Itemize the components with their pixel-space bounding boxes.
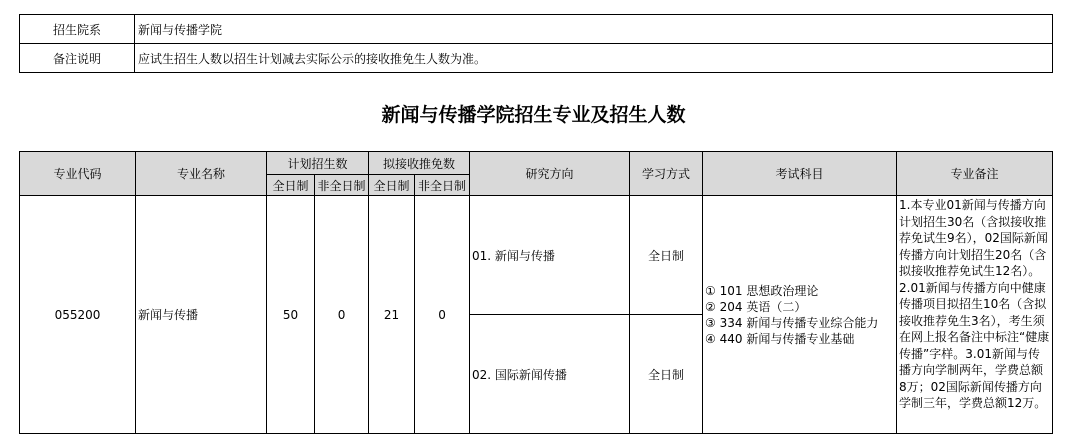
- header-plan-part: 非全日制: [315, 175, 369, 196]
- cell-exam-subjects: [703, 196, 897, 434]
- dept-value: 新闻与传播学院: [135, 15, 1053, 44]
- remark-label: 备注说明: [20, 44, 135, 73]
- info-row-remark: [20, 44, 1053, 73]
- info-row-dept: [20, 15, 1053, 44]
- header-direction: 研究方向: [470, 152, 630, 196]
- header-mode: 学习方式: [630, 152, 703, 196]
- cell-code: 055200: [20, 196, 136, 434]
- header-exam: 考试科目: [703, 152, 897, 196]
- cell-plan-part: 0: [315, 196, 369, 434]
- remark-value: 应试生招生人数以招生计划减去实际公示的接收推免生人数为准。: [135, 44, 1053, 73]
- dept-label: 招生院系: [20, 15, 135, 44]
- header-note: 专业备注: [897, 152, 1053, 196]
- subject-1: ① 101 思想政治理论: [705, 283, 819, 298]
- cell-mode-2: 全日制: [630, 315, 703, 434]
- cell-direction-2: 02. 国际新闻传播: [470, 315, 630, 434]
- cell-note: 1.本专业01新闻与传播方向计划招生30名（含拟接收推荐免试生9名），02国际新闻传播方向计划招生20名（含拟接收推荐免试生12名）。2.01新闻与传播方向中健康传播项目拟招生10名（含拟接收推荐免生3名），考生须在网上报名备注中标注“健康传播”字样。3.01新闻与传播方向学制两年，学费总额8万；02国际新闻传播方向学制三年，学费总额12万。: [897, 196, 1053, 434]
- header-code: 专业代码: [20, 152, 136, 196]
- header-plan-full: 全日制: [267, 175, 315, 196]
- subject-3: ③ 334 新闻与传播专业综合能力: [705, 315, 879, 330]
- enrollment-table: [19, 151, 1053, 434]
- cell-exempt-full: 21: [369, 196, 415, 434]
- cell-mode-1: 全日制: [630, 196, 703, 315]
- subject-2: ② 204 英语（二）: [705, 299, 807, 314]
- cell-direction-1: 01. 新闻与传播: [470, 196, 630, 315]
- info-table: [19, 14, 1053, 73]
- header-exempt: 拟接收推免数: [369, 152, 470, 175]
- header-exempt-full: 全日制: [369, 175, 415, 196]
- header-name: 专业名称: [136, 152, 267, 196]
- header-row-1: [20, 152, 1053, 175]
- table-row: [20, 196, 1053, 315]
- subject-4: ④ 440 新闻与传播专业基础: [705, 331, 855, 346]
- cell-plan-full: 50: [267, 196, 315, 434]
- header-plan: 计划招生数: [267, 152, 369, 175]
- page-title: 新闻与传播学院招生专业及招生人数: [381, 104, 686, 126]
- cell-name: 新闻与传播: [136, 196, 267, 434]
- cell-exempt-part: 0: [415, 196, 470, 434]
- header-exempt-part: 非全日制: [415, 175, 470, 196]
